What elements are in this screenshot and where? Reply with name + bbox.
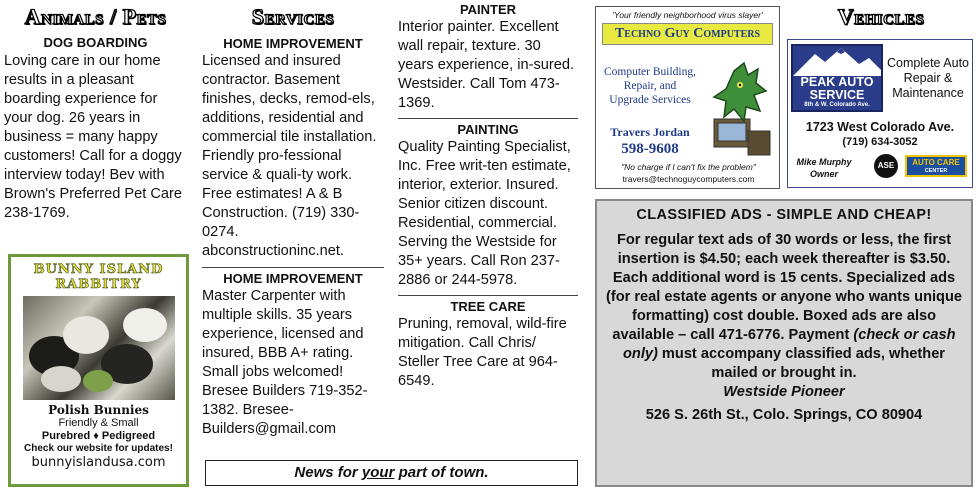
home-improvement-title-2: HOME IMPROVEMENT	[223, 271, 363, 286]
peak-owner-name: Mike Murphy	[796, 157, 852, 167]
techno-guarantee: "No charge if I can't fix the problem"	[621, 162, 756, 172]
peak-services-line2: Repair &	[903, 71, 953, 85]
home-improvement-body-1: Licensed and insured contractor. Basement finishes, decks, remod-els, additions, residential and commercial tile installation. Friendly pro-fessional service & quali-ty work. Free estimates! A & B Construction. (719) 330-0274. abconstructioninc.net.	[202, 53, 377, 259]
classified-ads-info-box	[595, 199, 973, 487]
services-column	[202, 0, 384, 439]
painting-body: Quality Painting Specialist, Inc. Free writ-ten estimate, interior, exterior. Insured. Senior citizen discount. Residential, commercial. Serving the Westside for 35+ years. Call Ron 237-2886 or 244-5978.	[398, 139, 571, 288]
services-column-continued	[398, 0, 578, 391]
tree-care-body: Pruning, removal, wild-fire mitigation. Call Chris/ Steller Tree Care at 964-6549.	[398, 316, 567, 389]
bunny-ad-desc: Friendly & Small	[58, 417, 139, 429]
peak-street-address: 1723 West Colorado Ave.	[805, 120, 955, 134]
napa-line1: AUTO CARE	[912, 158, 960, 167]
techno-slogan: 'Your friendly neighborhood virus slayer'	[612, 10, 763, 20]
peak-owner	[794, 156, 854, 180]
bunny-ad-website-note: Check our website for updates!	[24, 443, 173, 454]
techno-phone: 598-9608	[621, 141, 679, 157]
peak-logo-name	[793, 76, 881, 102]
tree-care-title: TREE CARE	[450, 299, 526, 314]
napa-auto-care-badge	[905, 155, 967, 177]
bunny-ad-breed: Polish Bunnies	[48, 403, 149, 417]
divider	[398, 118, 578, 119]
classified-payment-note: (check or cash only)	[623, 327, 956, 362]
publication-name: Westside Pioneer	[723, 384, 845, 400]
peak-services-line1: Complete Auto	[887, 56, 969, 70]
dog-boarding-title: DOG BOARDING	[43, 35, 148, 50]
animals-pets-column	[4, 0, 187, 223]
news-tagline-box	[205, 460, 578, 486]
napa-line2: CENTER	[924, 168, 948, 174]
dragon-computer-icon	[704, 61, 776, 159]
mountain-icon	[793, 48, 881, 76]
news-tagline-before: News for	[294, 464, 362, 481]
techno-services-line2: Repair, and	[623, 80, 677, 92]
bunny-ad-title-line2: RABBITRY	[55, 277, 142, 292]
techno-services	[600, 65, 700, 107]
news-tagline-underlined: your	[361, 464, 395, 481]
bunny-ad-title	[11, 262, 186, 292]
classified-body-text: For regular text ads of 30 words or less, the first insertion is $4.50; each week thereafter is $3.50. Each additional word is 15 cents. Specialized ads (for real estate agents or anyone who wants unique formatting) cost double. Boxed ads are also available – call 471-6776. Payment	[606, 232, 962, 343]
techno-email: travers@technoguycomputers.com	[622, 174, 755, 184]
painter-title: PAINTER	[459, 2, 517, 17]
home-improvement-body-2: Master Carpenter with multiple skills. 35 years experience, licensed and insured, BBB A+ rating. Small jobs welcomed! Bresee Builders 719-352-1382. Bresee-Builders@gmail.com	[202, 288, 368, 437]
peak-auto-logo	[791, 44, 883, 112]
techno-guy-computers-ad	[595, 6, 780, 189]
peak-logo-line2: SERVICE	[809, 88, 865, 102]
animals-pets-header: Animals / Pets	[24, 4, 167, 29]
ase-badge-icon: ASE	[874, 154, 898, 178]
publication-address: 526 S. 26th St., Colo. Springs, CO 80904	[645, 407, 923, 423]
peak-phone: (719) 634-3052	[842, 136, 918, 148]
peak-services	[884, 56, 972, 101]
techno-services-line1: Computer Building,	[604, 66, 696, 78]
vehicles-header: Vehicles	[837, 4, 925, 29]
painting-title: PAINTING	[457, 122, 519, 137]
techno-services-line3: Upgrade Services	[609, 94, 691, 106]
classified-title: CLASSIFIED ADS - SIMPLE AND CHEAP!	[636, 207, 932, 223]
peak-auto-service-ad	[787, 39, 973, 188]
peak-logo-address: 8th & W. Colorado Ave.	[804, 102, 870, 108]
bunny-ad-pedigree: Purebred ♦ Pedigreed	[41, 430, 156, 442]
home-improvement-title-1: HOME IMPROVEMENT	[223, 36, 363, 51]
classified-body-text-end: must accompany classified ads, whether mailed or brought in.	[657, 346, 945, 381]
bunnies-photo	[23, 296, 175, 400]
techno-contact-name: Travers Jordan	[610, 125, 690, 139]
dog-boarding-body: Loving care in our home results in a pleasant boarding experience for your dog. 26 years in business = many happy customers! Call for a doggy interview today! Bev with Brown's Preferred Pet Care 238-1769.	[4, 53, 182, 221]
painter-body: Interior painter. Excellent wall repair, texture. 30 years experience, in-sured. Westsider. Call Tom 473-1369.	[398, 19, 575, 111]
bunny-ad-url: bunnyislandusa.com	[31, 455, 166, 470]
techno-business-name: Techno Guy Computers	[602, 23, 773, 45]
peak-services-line3: Maintenance	[892, 86, 964, 100]
bunny-island-ad	[8, 254, 189, 487]
services-header: Services	[251, 4, 335, 29]
classified-body	[605, 231, 963, 383]
peak-owner-title: Owner	[809, 169, 838, 179]
divider	[202, 267, 384, 268]
peak-logo-line1: PEAK AUTO	[800, 75, 874, 89]
news-tagline-after: part of town.	[394, 464, 489, 481]
divider	[398, 295, 578, 296]
bunny-ad-title-line1: BUNNY ISLAND	[33, 262, 164, 277]
